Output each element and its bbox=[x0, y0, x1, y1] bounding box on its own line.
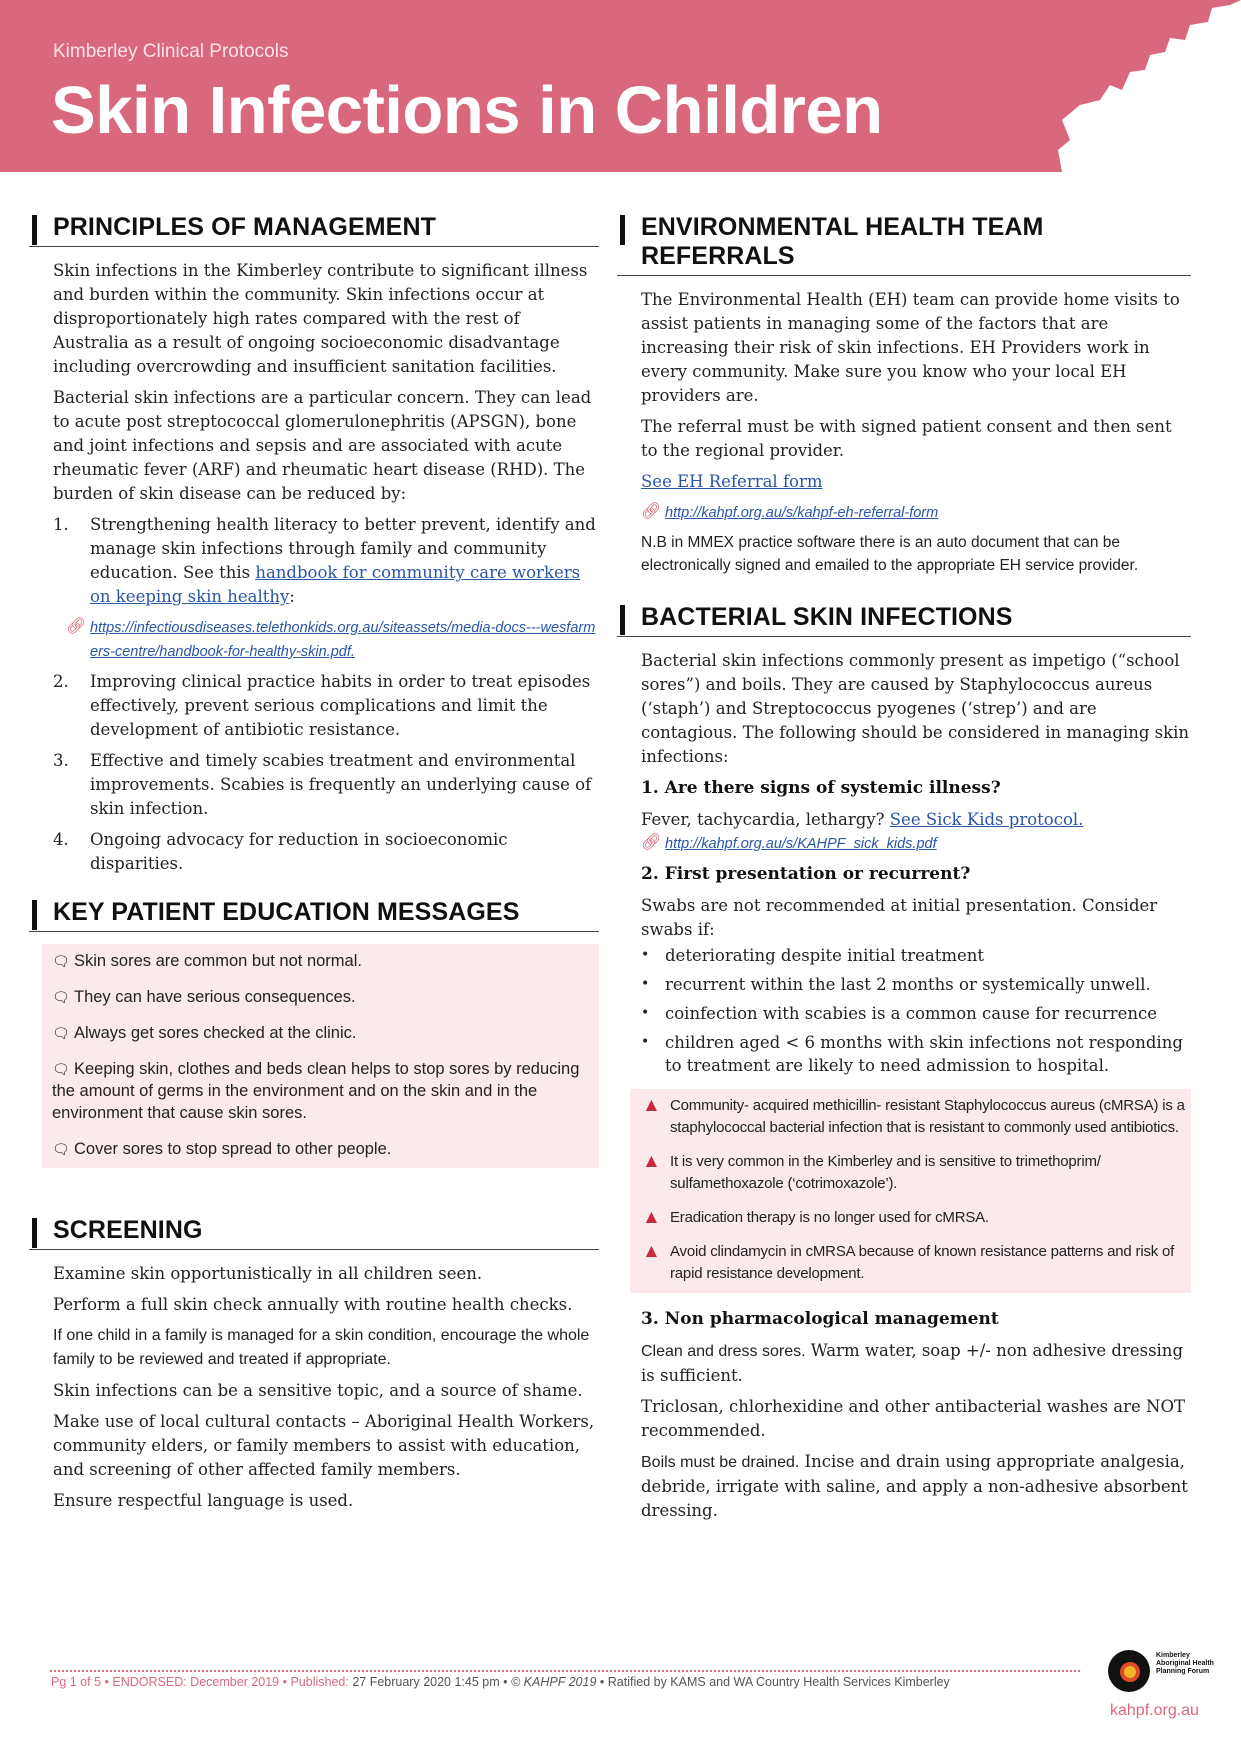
sick-kids-url[interactable]: http://kahpf.org.au/s/KAHPF_sick_kids.pdf bbox=[665, 836, 937, 852]
speech-bubble-icon: 🗨︎ bbox=[52, 989, 70, 1005]
education-message: 🗨︎ Always get sores checked at the clinic. bbox=[52, 1024, 357, 1042]
q3-para-2: Triclosan, chlorhexidine and other antibacterial washes are NOT recommended. bbox=[641, 1397, 1185, 1440]
screening-heading: SCREENING bbox=[29, 1216, 599, 1250]
handbook-url[interactable]: https://infectiousdiseases.telethonkids.org.au/siteassets/media-docs---wesfarmers-centre/handbook-for-healthy-skin.pdf. bbox=[90, 620, 596, 660]
page-footer: Pg 1 of 5 • ENDORSED: December 2019 • Published: 27 February 2020 1:45 pm • © KAHPF 2019 • Ratified by KAMS and WA Country Health Services Kimberley bbox=[51, 1675, 950, 1689]
question-1: 1. Are there signs of systemic illness? bbox=[641, 778, 1001, 798]
list-item: 3. Effective and timely scabies treatment and environmental improvements. Scabies is frequently an underlying cause of skin infection. bbox=[53, 751, 592, 818]
education-messages-box bbox=[42, 944, 599, 1168]
link-icon: 🔗︎ bbox=[66, 616, 87, 635]
footer-divider bbox=[50, 1670, 1080, 1672]
kahpf-logo: Kimberley Aboriginal Health Planning Forum bbox=[1108, 1650, 1238, 1698]
warning-item: ▲ It is very common in the Kimberley and is sensitive to trimethoprim/ sulfamethoxazole (‘cotrimoxazole’). bbox=[642, 1151, 1185, 1195]
principles-para-1: Skin infections in the Kimberley contribute to significant illness and burden within the community. Skin infections occur at disproportionately high rates compared with the rest of Australia as a result of ongoing socioeconomic disadvantage including overcrowding and insufficient sanitation facilities. bbox=[53, 261, 588, 376]
education-message: 🗨︎ Keeping skin, clothes and beds clean helps to stop sores by reducing the amount of germs in the environment and on the skin and in the environment that cause skin sores. bbox=[52, 1060, 580, 1122]
handbook-url-line bbox=[66, 616, 599, 664]
left-column bbox=[29, 213, 599, 1520]
screening-para: Perform a full skin check annually with routine health checks. bbox=[53, 1295, 573, 1314]
principles-list bbox=[53, 513, 599, 876]
eh-referral-url[interactable]: http://kahpf.org.au/s/kahpf-eh-referral-form bbox=[665, 505, 939, 521]
principles-heading: PRINCIPLES OF MANAGEMENT bbox=[29, 213, 599, 247]
sick-kids-link[interactable]: See Sick Kids protocol. bbox=[889, 810, 1084, 829]
eh-para-2: The referral must be with signed patient consent and then sent to the regional provider. bbox=[641, 417, 1172, 460]
page-title: Skin Infections in Children bbox=[51, 73, 883, 148]
list-item: • coinfection with scabies is a common cause for recurrence bbox=[641, 1004, 1158, 1023]
screening-para: Make use of local cultural contacts – Aboriginal Health Workers, community elders, or family members to assist with education, and screening of other affected family members. bbox=[53, 1412, 595, 1479]
list-item: • deteriorating despite initial treatment bbox=[641, 946, 985, 965]
handbook-link[interactable]: handbook for community care workers on keeping skin healthy bbox=[90, 563, 581, 606]
page-header bbox=[0, 0, 1241, 172]
warning-icon: ▲ bbox=[642, 1207, 661, 1228]
speech-bubble-icon: 🗨︎ bbox=[52, 953, 70, 969]
education-heading: KEY PATIENT EDUCATION MESSAGES bbox=[29, 898, 599, 932]
bacterial-intro: Bacterial skin infections commonly present as impetigo (“school sores”) and boils. They are caused by Staphylococcus aureus (‘staph’) and Streptococcus pyogenes (‘strep’) and are contagious. The following should be considered in managing skin infections: bbox=[641, 651, 1190, 766]
question-2-text: Swabs are not recommended at initial presentation. Consider swabs if: bbox=[641, 896, 1158, 939]
link-icon: 🔗︎ bbox=[641, 832, 662, 851]
eh-url-line bbox=[641, 501, 1191, 525]
list-item: • children aged < 6 months with skin infections not responding to treatment are likely to need admission to hospital. bbox=[641, 1033, 1183, 1075]
education-message: 🗨︎ They can have serious consequences. bbox=[52, 988, 356, 1006]
eh-note: N.B in MMEX practice software there is an auto document that can be electronically signed and emailed to the appropriate EH service provider. bbox=[641, 534, 1139, 574]
eh-heading: ENVIRONMENTAL HEALTH TEAM REFERRALS bbox=[617, 213, 1191, 276]
warning-icon: ▲ bbox=[642, 1151, 661, 1172]
header-subtitle: Kimberley Clinical Protocols bbox=[53, 41, 289, 62]
principles-para-2: Bacterial skin infections are a particular concern. They can lead to acute post streptococcal glomerulonephritis (APSGN), bone and joint infections and sepsis and are associated with acute rheumatic fever (ARF) and rheumatic heart disease (RHD). The burden of skin disease can be reduced by: bbox=[53, 388, 592, 503]
warning-item: ▲ Community- acquired methicillin- resistant Staphylococcus aureus (cMRSA) is a staphylococcal bacterial infection that is resistant to commonly used antibiotics. bbox=[642, 1095, 1185, 1139]
cmrsa-warning-box bbox=[630, 1089, 1191, 1293]
screening-para: Examine skin opportunistically in all children seen. bbox=[53, 1264, 483, 1283]
speech-bubble-icon: 🗨︎ bbox=[52, 1025, 70, 1041]
eh-para-1: The Environmental Health (EH) team can provide home visits to assist patients in managing some of the factors that are increasing their risk of skin infections. EH Providers work in every community. Make sure you know who your local EH providers are. bbox=[641, 290, 1180, 405]
sick-kids-url-line bbox=[641, 832, 1191, 856]
warning-item: ▲ Avoid clindamycin in cMRSA because of known resistance patterns and risk of rapid resistance development. bbox=[642, 1241, 1185, 1285]
logo-circle-icon bbox=[1108, 1650, 1150, 1692]
eh-referral-link[interactable]: See EH Referral form bbox=[641, 472, 823, 491]
question-3: 3. Non pharmacological management bbox=[641, 1309, 999, 1329]
screening-para: If one child in a family is managed for a skin condition, encourage the whole family to be reviewed and treated if appropriate. bbox=[53, 1327, 590, 1368]
swab-criteria-list bbox=[641, 944, 1191, 1077]
screening-para: Ensure respectful language is used. bbox=[53, 1491, 354, 1510]
question-2: 2. First presentation or recurrent? bbox=[641, 864, 971, 884]
right-column: ENVIRONMENTAL HEALTH TEAM REFERRALS The Environmental Health (EH) team can provide home visits to assist patients in managing some of the factors that are increasing their risk of skin infections. EH Providers work in every community. Make sure you know who your local EH providers are. The referral must be with signed patient consent and then sent to the regional provider. See EH Referral form 🔗︎ http://kahpf.org.au/s/kahpf-eh-referral-form N.B in MMEX practice software there is an auto document that can be electronically signed and emailed to the appropriate EH service provider. BACTERIAL SKIN INFECTIONS Bacterial skin infections commonly present as impetigo (“school sores”) and boils. They are caused by Staphylococcus aureus (‘staph’) and Streptococcus pyogenes (‘strep’) and are contagious. The following should be considered in managing skin infections: 1. Are there signs of systemic illness? Fever, tachycardia, lethargy? See Sick Kids protocol. 🔗︎ http://kahpf.org.au/s/KAHPF_sick_kids.pdf 2. First presentation or recurrent? Swabs are not recommended at initial presentation. Consider swabs if: • deteriorating despite initial treatment • recurrent within the last 2 months or systemically unwell. • coinfection with scabies is a common cause for recurrence • children aged < 6 months with skin infections not responding to treatment are likely to need admission to hospital. ▲ Community- acquired methicillin- resistant Staphylococcus aureus (cMRSA) is a staphylococcal bacterial infection that is resistant to commonly used antibiotics. ▲ It is very common in the Kimberley and is sensitive to trimethoprim/ sulfamethoxazole (‘cotrimoxazole’). ▲ Eradication therapy is no longer used for cMRSA. ▲ Avoid clindamycin in cMRSA because of known resistance patterns and risk of rapid resistance development. 3. Non pharmacological management Clean and dress sores. Warm water, soap +/- non adhesive dressing is sufficient. Triclosan, chlorhexidine and other antibacterial washes are NOT recommended. Boils must be drained. Incise and drain using appropriate analgesia, debride, irrigate with saline, and apply a non-adhesive absorbent dressing. bbox=[617, 213, 1191, 1530]
warning-icon: ▲ bbox=[642, 1241, 661, 1262]
kimberley-map-graphic bbox=[1040, 0, 1241, 172]
site-url[interactable]: kahpf.org.au bbox=[1110, 1702, 1199, 1719]
list-item: • recurrent within the last 2 months or systemically unwell. bbox=[641, 975, 1151, 994]
education-message: 🗨︎ Cover sores to stop spread to other people. bbox=[52, 1140, 392, 1158]
speech-bubble-icon: 🗨︎ bbox=[52, 1141, 70, 1157]
education-message: 🗨︎ Skin sores are common but not normal. bbox=[52, 952, 362, 970]
link-icon: 🔗︎ bbox=[641, 501, 662, 520]
list-item: 2. Improving clinical practice habits in order to treat episodes effectively, prevent serious complications and limit the development of antibiotic resistance. bbox=[53, 672, 591, 739]
list-item: 4. Ongoing advocacy for reduction in socioeconomic disparities. bbox=[53, 830, 508, 873]
warning-icon: ▲ bbox=[642, 1095, 661, 1116]
list-item: 1. Strengthening health literacy to better prevent, identify and manage skin infections through family and community education. See this handbook for community care workers on keeping skin healthy: bbox=[53, 515, 596, 606]
speech-bubble-icon: 🗨︎ bbox=[52, 1061, 70, 1077]
bacterial-heading: BACTERIAL SKIN INFECTIONS bbox=[617, 603, 1191, 637]
screening-para: Skin infections can be a sensitive topic, and a source of shame. bbox=[53, 1381, 583, 1400]
warning-item: ▲ Eradication therapy is no longer used for cMRSA. bbox=[642, 1207, 989, 1228]
